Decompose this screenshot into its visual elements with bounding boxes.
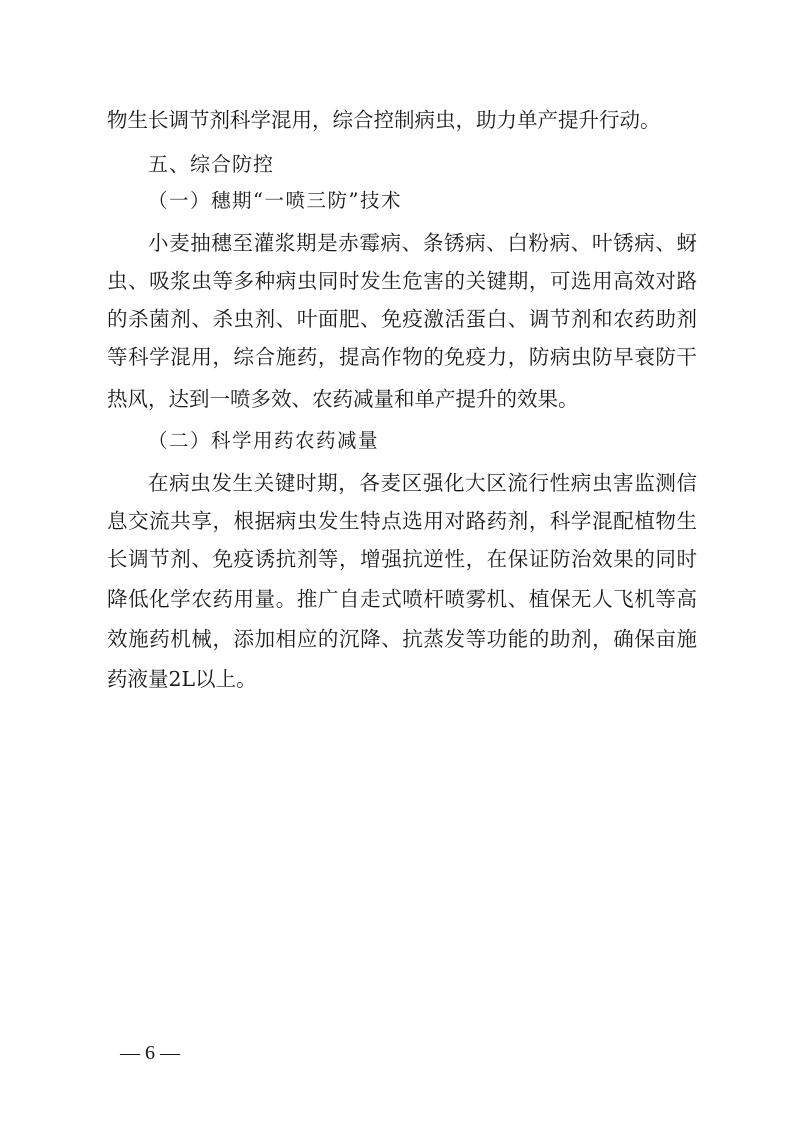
section-heading: 五、综合防控 bbox=[148, 152, 274, 176]
subsection-heading-2: （二）科学用药农药减量 bbox=[148, 429, 380, 452]
paragraph-2-line: 息交流共享，根据病虫发生特点选用对路药剂，科学混配植物生 bbox=[107, 509, 697, 533]
paragraph-2-line: 药液量2L以上。 bbox=[107, 667, 257, 691]
paragraph-1-line: 热风，达到一喷多效、农药减量和单产提升的效果。 bbox=[107, 387, 579, 411]
paragraph-continuation-line: 物生长调节剂科学混用，综合控制病虫，助力单产提升行动。 bbox=[107, 108, 661, 132]
paragraph-1-line: 的杀菌剂、杀虫剂、叶面肥、免疫激活蛋白、调节剂和农药助剂 bbox=[107, 307, 697, 331]
paragraph-2-line: 降低化学农药用量。推广自走式喷杆喷雾机、植保无人飞机等高 bbox=[107, 587, 697, 611]
paragraph-2-line: 在病虫发生关键时期，各麦区强化大区流行性病虫害监测信 bbox=[148, 471, 697, 495]
paragraph-1-line: 等科学混用，综合施药，提高作物的免疫力，防病虫防早衰防干 bbox=[107, 345, 697, 369]
paragraph-1-line: 虫、吸浆虫等多种病虫同时发生危害的关键期，可选用高效对路 bbox=[107, 269, 697, 293]
subsection-heading-1: （一）穗期“一喷三防”技术 bbox=[148, 189, 402, 212]
paragraph-2-line: 长调节剂、免疫诱抗剂等，增强抗逆性，在保证防治效果的同时 bbox=[107, 547, 697, 571]
paragraph-2-line: 效施药机械，添加相应的沉降、抗蒸发等功能的助剂，确保亩施 bbox=[107, 627, 697, 651]
page-number: — 6 — bbox=[120, 1042, 180, 1064]
paragraph-1-line: 小麦抽穗至灌浆期是赤霉病、条锈病、白粉病、叶锈病、蚜 bbox=[148, 231, 697, 255]
